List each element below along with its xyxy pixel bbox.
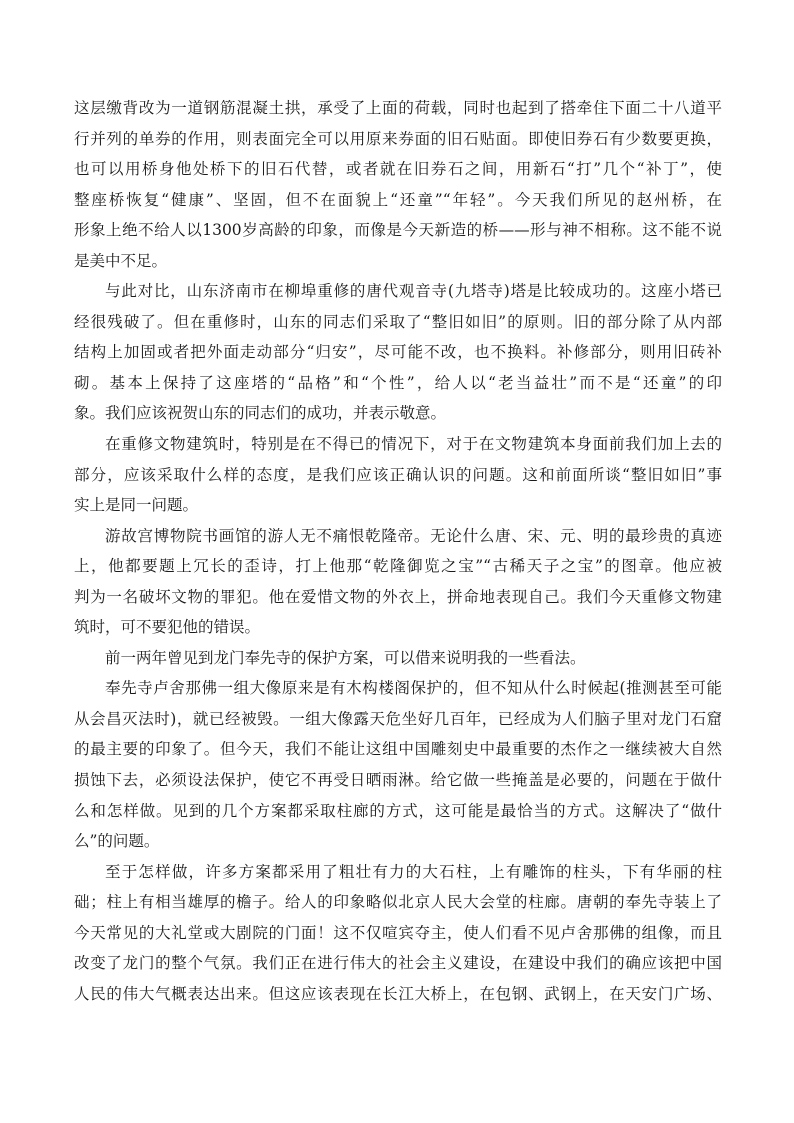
text-line: 与此对比，山东济南市在柳埠重修的唐代观音寺(九塔寺)塔是比较成功的。这座小塔已	[105, 282, 722, 301]
text-line: 么”的问题。	[74, 832, 160, 851]
text-line: 行并列的单券的作用，则表面完全可以用原来券面的旧石贴面。即使旧券石有少数要更换，	[74, 129, 722, 148]
text-line: 判为一名破坏文物的罪犯。他在爱惜文物的外衣上，拼命地表现自己。我们今天重修文物建	[74, 587, 722, 606]
text-line: 的最主要的印象了。但今天，我们不能让这组中国雕刻史中最重要的杰作之一继续被大自然	[74, 740, 722, 759]
text-line: 筑时，可不要犯他的错误。	[74, 618, 261, 637]
text-line: 上，他都要题上冗长的歪诗，打上他那“乾隆御览之宝”“古稀天子之宝”的图章。他应被	[74, 557, 722, 576]
text-line: 损蚀下去，必须设法保护，使它不再受日晒雨淋。给它做一些掩盖是必要的，问题在于做什	[74, 771, 722, 790]
text-line: 在重修文物建筑时，特别是在不得已的情况下，对于在文物建筑本身面前我们加上去的	[105, 435, 722, 454]
text-line: 奉先寺卢舍那佛一组大像原来是有木构楼阁保护的，但不知从什么时候起(推测甚至可能	[105, 679, 722, 698]
text-line: 从会昌灭法时)，就已经被毁。一组大像露天危坐好几百年，已经成为人们脑子里对龙门石窟	[74, 709, 722, 728]
text-line: 今天常见的大礼堂或大剧院的门面！这不仅喧宾夺主，使人们看不见卢舍那佛的组像，而且	[74, 923, 722, 942]
text-line: 是美中不足。	[74, 251, 168, 270]
text-line: 游故宫博物院书画馆的游人无不痛恨乾隆帝。无论什么唐、宋、元、明的最珍贵的真迹	[105, 526, 722, 545]
text-line: 也可以用桥身他处桥下的旧石代替，或者就在旧券石之间，用新石“打”几个“补丁”，使	[74, 160, 722, 179]
text-line: 至于怎样做，许多方案都采用了粗壮有力的大石柱，上有雕饰的柱头，下有华丽的柱	[105, 862, 722, 881]
text-line: 经很残破了。但在重修时，山东的同志们采取了“整旧如旧”的原则。旧的部分除了从内部	[74, 312, 722, 331]
text-line: 这层缴背改为一道钢筋混凝土拱，承受了上面的荷载，同时也起到了搭牵住下面二十八道平	[74, 99, 722, 117]
text-line: 砌。基本上保持了这座塔的“品格”和“个性”，给人以“老当益壮”而不是“还童”的印	[74, 373, 722, 392]
text-line: 改变了龙门的整个气氛。我们正在进行伟大的社会主义建设，在建设中我们的确应该把中国	[74, 954, 722, 973]
text-line: 结构上加固或者把外面走动部分“归安”，尽可能不改，也不换料。补修部分，则用旧砖补	[74, 343, 722, 362]
text-line: 人民的伟大气概表达出来。但这应该表现在长江大桥上，在包钢、武钢上，在天安门广场、	[74, 984, 722, 1003]
body-text	[74, 93, 722, 1009]
text-line: 么和怎样做。见到的几个方案都采取柱廊的方式，这可能是最恰当的方式。这解决了“做什	[74, 801, 722, 820]
text-line: 部分，应该采取什么样的态度，是我们应该正确认识的问题。这和前面所谈“整旧如旧”事	[74, 465, 722, 484]
text-line: 形象上绝不给人以1300岁高龄的印象，而像是今天新造的桥——形与神不相称。这不能不说	[74, 221, 722, 240]
text-line: 整座桥恢复“健康”、坚固，但不在面貌上“还童”“年轻”。今天我们所见的赵州桥，在	[74, 190, 722, 209]
text-line: 础；柱上有相当雄厚的檐子。给人的印象略似北京人民大会堂的柱廊。唐朝的奉先寺装上了	[74, 893, 722, 912]
text-line: 前一两年曾见到龙门奉先寺的保护方案，可以借来说明我的一些看法。	[105, 648, 586, 667]
text-line: 实上是同一问题。	[74, 496, 199, 515]
text-line: 象。我们应该祝贺山东的同志们的成功，并表示敬意。	[74, 404, 447, 423]
